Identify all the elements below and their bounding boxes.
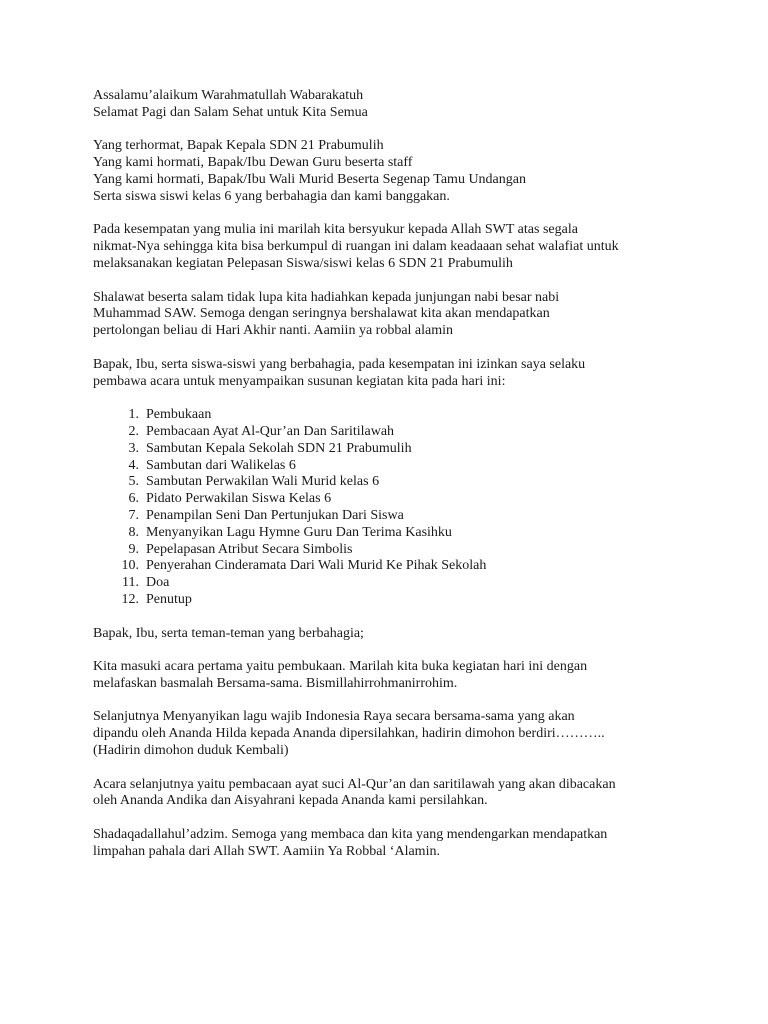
paragraph-line: Shadaqadallahul’adzim. Semoga yang membaca dan kita yang mendengarkan mendapatkan	[93, 827, 608, 843]
paragraph-line: melafaskan basmalah Bersama-sama. Bismillahirrohmanirrohim.	[93, 675, 458, 691]
paragraph-line: Muhammad SAW. Semoga dengan seringnya bershalawat kita akan mendapatkan	[93, 306, 550, 322]
agenda-item-text: Sambutan Perwakilan Wali Murid kelas 6	[146, 474, 380, 490]
agenda-item	[93, 558, 693, 575]
agenda-item-number: 5.	[128, 474, 139, 490]
paragraph-line: Bapak, Ibu, serta teman-teman yang berbahagia;	[93, 625, 364, 641]
agenda-item	[93, 491, 693, 508]
salutation-line: Serta siswa siswi kelas 6 yang berbahagia dan kami banggakan.	[93, 188, 450, 204]
agenda-item-text: Menyanyikan Lagu Hymne Guru Dan Terima Kasihku	[146, 524, 452, 540]
agenda-item-number: 4.	[128, 457, 139, 473]
document-page	[93, 88, 693, 877]
agenda-item-number: 10.	[121, 558, 139, 574]
paragraph-line: Acara selanjutnya yaitu pembacaan ayat suci Al-Qur’an dan saritilawah yang akan dibacakan	[93, 776, 616, 792]
agenda-item-number: 3.	[128, 440, 139, 456]
agenda-item-text: Pembukaan	[146, 407, 212, 423]
agenda-item-text: Pembacaan Ayat Al-Qur’an Dan Saritilawah	[146, 423, 395, 439]
paragraph-line: pembawa acara untuk menyampaikan susunan kegiatan kita pada hari ini:	[93, 373, 506, 389]
agenda-item	[93, 542, 693, 559]
paragraph-line: Bapak, Ibu, serta siswa-siswi yang berbahagia, pada kesempatan ini izinkan saya selaku	[93, 356, 586, 372]
greeting-block	[93, 88, 693, 122]
paragraph-line: limpahan pahala dari Allah SWT. Aamiin Ya Robbal ‘Alamin.	[93, 843, 440, 859]
agenda-item-text: Pidato Perwakilan Siswa Kelas 6	[146, 491, 332, 507]
greeting-line: Selamat Pagi dan Salam Sehat untuk Kita Semua	[93, 104, 368, 120]
agenda-item-text: Sambutan dari Walikelas 6	[146, 457, 296, 473]
agenda-list	[93, 407, 693, 609]
paragraph-syukur	[93, 222, 693, 272]
agenda-item	[93, 508, 693, 525]
paragraph-line: pertolongan beliau di Hari Akhir nanti. Aamiin ya robbal alamin	[93, 323, 454, 339]
agenda-item	[93, 474, 693, 491]
agenda-item-number: 7.	[128, 507, 139, 523]
paragraph-line: Shalawat beserta salam tidak lupa kita hadiahkan kepada junjungan nabi besar nabi	[93, 289, 560, 305]
greeting-line: Assalamu’alaikum Warahmatullah Wabarakatuh	[93, 88, 364, 103]
agenda-item	[93, 424, 693, 441]
agenda-item-number: 6.	[128, 491, 139, 507]
paragraph-line: Selanjutnya Menyanyikan lagu wajib Indonesia Raya secara bersama-sama yang akan	[93, 709, 575, 725]
agenda-item-text: Pepelapasan Atribut Secara Simbolis	[146, 541, 353, 557]
agenda-item	[93, 525, 693, 542]
paragraph-teman	[93, 626, 693, 643]
paragraph-shadaqa	[93, 827, 693, 861]
agenda-item-number: 11.	[122, 575, 139, 591]
agenda-item-number: 1.	[128, 407, 139, 423]
paragraph-indonesia-raya	[93, 709, 693, 759]
salutation-line: Yang kami hormati, Bapak/Ibu Dewan Guru beserta staff	[93, 155, 413, 171]
agenda-item	[93, 407, 693, 424]
agenda-item-text: Penyerahan Cinderamata Dari Wali Murid Ke Pihak Sekolah	[146, 558, 487, 574]
paragraph-quran	[93, 777, 693, 811]
agenda-item	[93, 592, 693, 609]
salutations-block	[93, 138, 693, 205]
agenda-item-text: Penutup	[146, 591, 192, 607]
salutation-line: Yang terhormat, Bapak Kepala SDN 21 Prabumulih	[93, 138, 384, 154]
paragraph-pembukaan	[93, 659, 693, 693]
agenda-item	[93, 458, 693, 475]
paragraph-line: nikmat-Nya sehingga kita bisa berkumpul di ruangan ini dalam keadaaan sehat walafiat untuk	[93, 239, 619, 255]
agenda-item-text: Doa	[146, 575, 170, 591]
agenda-item	[93, 575, 693, 592]
paragraph-line: (Hadirin dimohon duduk Kembali)	[93, 743, 289, 759]
agenda-item-number: 8.	[128, 524, 139, 540]
paragraph-line: Kita masuki acara pertama yaitu pembukaan. Marilah kita buka kegiatan hari ini dengan	[93, 659, 588, 675]
paragraph-intro-susunan	[93, 357, 693, 391]
paragraph-line: melaksanakan kegiatan Pelepasan Siswa/siswi kelas 6 SDN 21 Prabumulih	[93, 255, 513, 271]
paragraph-line: dipandu oleh Ananda Hilda kepada Ananda dipersilahkan, hadirin dimohon berdiri………..	[93, 726, 605, 742]
agenda-item-text: Sambutan Kepala Sekolah SDN 21 Prabumulih	[146, 440, 412, 456]
paragraph-line: oleh Ananda Andika dan Aisyahrani kepada Ananda kami persilahkan.	[93, 793, 488, 809]
paragraph-line: Pada kesempatan yang mulia ini marilah kita bersyukur kepada Allah SWT atas segala	[93, 222, 578, 238]
paragraph-shalawat	[93, 290, 693, 340]
salutation-line: Yang kami hormati, Bapak/Ibu Wali Murid Beserta Segenap Tamu Undangan	[93, 171, 526, 187]
agenda-item-number: 2.	[128, 423, 139, 439]
agenda-item-number: 9.	[128, 541, 139, 557]
agenda-item-number: 12.	[121, 591, 139, 607]
agenda-item	[93, 441, 693, 458]
agenda-item-text: Penampilan Seni Dan Pertunjukan Dari Siswa	[146, 507, 404, 523]
